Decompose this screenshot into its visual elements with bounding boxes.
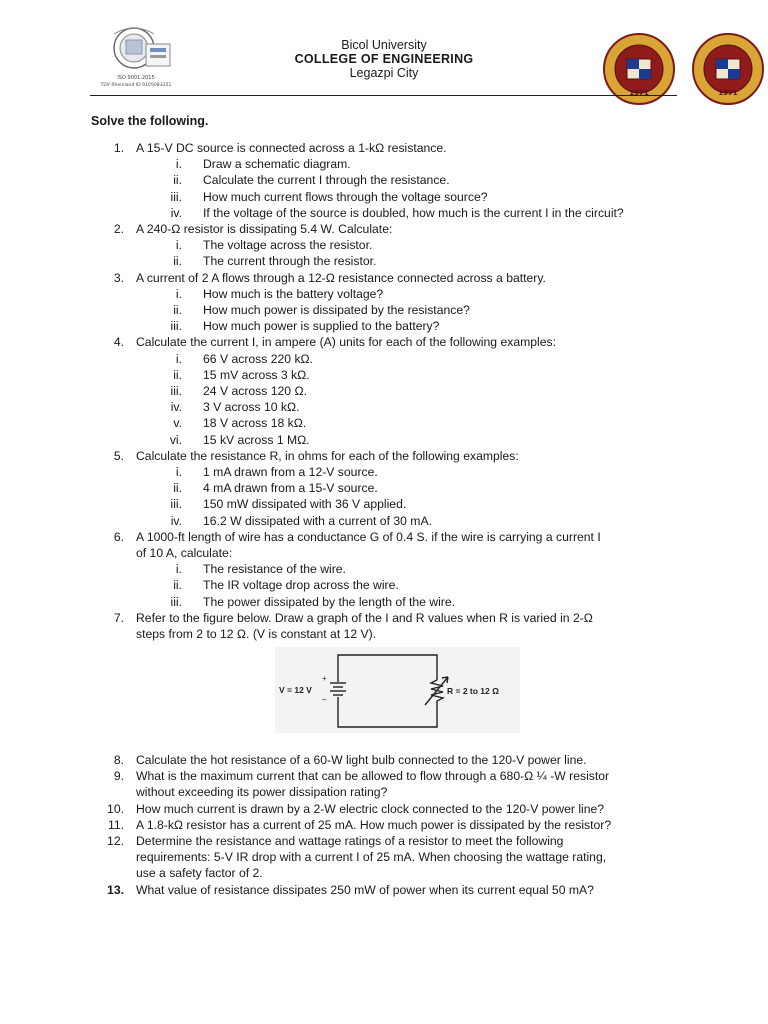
sub-question-numeral: ii.: [173, 173, 182, 188]
question-text: Calculate the current I, in ampere (A) units for each of the following examples:: [136, 335, 556, 350]
sub-question-text: How much power is supplied to the battery?: [203, 319, 440, 334]
voltage-label: V = 12 V: [279, 685, 312, 695]
question-text: What value of resistance dissipates 250 mW of power when its current equal 50 mA?: [136, 882, 594, 897]
question-text: A current of 2 A flows through a 12-Ω resistance connected across a battery.: [136, 270, 546, 285]
sub-question-text: The voltage across the resistor.: [203, 238, 373, 253]
question-text: without exceeding its power dissipation rating?: [136, 785, 388, 800]
battery-symbol: [330, 683, 346, 695]
header-titles: [234, 38, 534, 80]
sub-question-numeral: i.: [175, 238, 182, 253]
sub-question-numeral: ii.: [173, 367, 182, 382]
question-number: 5.: [113, 448, 124, 463]
sub-question-numeral: ii.: [173, 254, 182, 269]
question-number: 3.: [113, 270, 124, 285]
sub-question-numeral: iii.: [170, 497, 182, 512]
sub-question-text: If the voltage of the source is doubled, how much is the current I in the circuit?: [203, 205, 624, 220]
question-number: 7.: [113, 610, 124, 625]
question-text: of 10 A, calculate:: [136, 545, 233, 560]
question-text: Calculate the hot resistance of a 60-W light bulb connected to the 120-V power line.: [136, 753, 587, 767]
plus-sign: +: [322, 674, 327, 683]
question-number: 13.: [107, 882, 124, 897]
question-text: A 15-V DC source is connected across a 1-kΩ resistance.: [136, 141, 447, 155]
sub-question-numeral: i.: [175, 157, 182, 172]
circuit-figure: [275, 647, 520, 733]
header-divider: [90, 95, 677, 96]
sub-question-text: Draw a schematic diagram.: [203, 157, 351, 172]
sub-question-numeral: iv.: [170, 400, 182, 415]
resistor-label: R = 2 to 12 Ω: [447, 686, 499, 696]
instructions: Solve the following.: [91, 114, 209, 128]
university-name: Bicol University: [341, 38, 427, 52]
sub-question-numeral: ii.: [173, 578, 182, 593]
city-name: Legazpi City: [349, 66, 419, 80]
question-text: What is the maximum current that can be allowed to flow through a 680-Ω ¼ -W resistor: [136, 769, 610, 784]
sub-question-text: 4 mA drawn from a 15-V source.: [203, 481, 378, 496]
sub-question-text: How much current flows through the voltage source?: [203, 189, 488, 204]
question-text: Calculate the resistance R, in ohms for each of the following examples:: [136, 448, 519, 463]
college-name: COLLEGE OF ENGINEERING: [294, 52, 474, 66]
iso-certification-logo: [100, 24, 178, 90]
sub-question-numeral: iii.: [170, 319, 182, 334]
sub-question-numeral: vi.: [169, 432, 182, 447]
circuit-wires: [338, 655, 437, 727]
sub-question-numeral: i.: [175, 465, 182, 479]
sub-question-text: The power dissipated by the length of the wire.: [203, 594, 456, 609]
question-number: 9.: [113, 769, 124, 784]
question-number: 8.: [113, 753, 124, 767]
iso-line-1: ISO 9001:2015: [117, 75, 155, 81]
sub-question-numeral: iv.: [170, 513, 182, 528]
question-number: 4.: [113, 335, 124, 350]
question-text: steps from 2 to 12 Ω. (V is constant at 12 V).: [136, 626, 377, 641]
question-number: 10.: [107, 801, 124, 816]
sub-question-numeral: i.: [175, 562, 182, 577]
seal-year-left: 1971: [629, 89, 649, 97]
minus-sign: –: [322, 695, 327, 704]
sub-question-numeral: iii.: [170, 189, 182, 204]
question-text: Refer to the figure below. Draw a graph of the I and R values when R is varied in 2-Ω: [136, 610, 593, 625]
sub-question-numeral: iii.: [170, 594, 182, 609]
sub-question-numeral: ii.: [173, 481, 182, 496]
question-number: 2.: [113, 222, 124, 236]
sub-question-numeral: ii.: [173, 303, 182, 317]
question-text: How much current is drawn by a 2-W electric clock connected to the 120-V power line?: [136, 801, 605, 816]
sub-question-numeral: i.: [175, 351, 182, 366]
question-text: use a safety factor of 2.: [136, 866, 263, 881]
sub-question-numeral: iv.: [170, 205, 182, 220]
sub-question-text: Calculate the current I through the resistance.: [203, 173, 450, 188]
iso-line-2: TÜV Rheinland ID 9105083351: [100, 83, 172, 88]
sub-question-text: 16.2 W dissipated with a current of 30 mA.: [203, 513, 432, 528]
question-text: requirements: 5-V IR drop with a current I of 25 mA. When choosing the wattage rating,: [136, 850, 607, 865]
question-number: 6.: [113, 529, 124, 544]
seal-year-right: 1971: [718, 89, 738, 97]
sub-question-numeral: v.: [173, 416, 182, 431]
sub-question-numeral: iii.: [170, 384, 182, 398]
sub-question-text: 150 mW dissipated with 36 V applied.: [203, 497, 407, 512]
question-number: 12.: [107, 834, 124, 848]
sub-question-text: The IR voltage drop across the wire.: [203, 578, 399, 593]
sub-question-text: 66 V across 220 kΩ.: [203, 351, 314, 366]
question-number: 1.: [113, 141, 124, 155]
sub-question-text: 24 V across 120 Ω.: [203, 384, 307, 398]
sub-question-text: 1 mA drawn from a 12-V source.: [203, 465, 378, 479]
college-seal-right: [691, 32, 765, 106]
sub-question-text: The resistance of the wire.: [203, 562, 346, 577]
page-header: [0, 0, 768, 100]
sub-question-text: 15 kV across 1 MΩ.: [203, 432, 310, 447]
sub-question-text: 3 V across 10 kΩ.: [203, 400, 300, 415]
question-text: A 240-Ω resistor is dissipating 5.4 W. Calculate:: [136, 222, 393, 236]
sub-question-numeral: i.: [175, 286, 182, 301]
question-text: A 1000-ft length of wire has a conductance G of 0.4 S. if the wire is carrying a current I: [136, 529, 601, 544]
sub-question-text: 18 V across 18 kΩ.: [203, 416, 307, 431]
question-text: Determine the resistance and wattage ratings of a resistor to meet the following: [136, 834, 564, 848]
sub-question-text: 15 mV across 3 kΩ.: [203, 367, 310, 382]
sub-question-text: How much is the battery voltage?: [203, 286, 384, 301]
sub-question-text: The current through the resistor.: [203, 254, 377, 269]
question-number: 11.: [107, 817, 124, 832]
sub-question-text: How much power is dissipated by the resistance?: [203, 303, 470, 317]
question-text: A 1.8-kΩ resistor has a current of 25 mA. How much power is dissipated by the resistor?: [136, 817, 612, 832]
variable-resistor-symbol: [425, 677, 448, 705]
